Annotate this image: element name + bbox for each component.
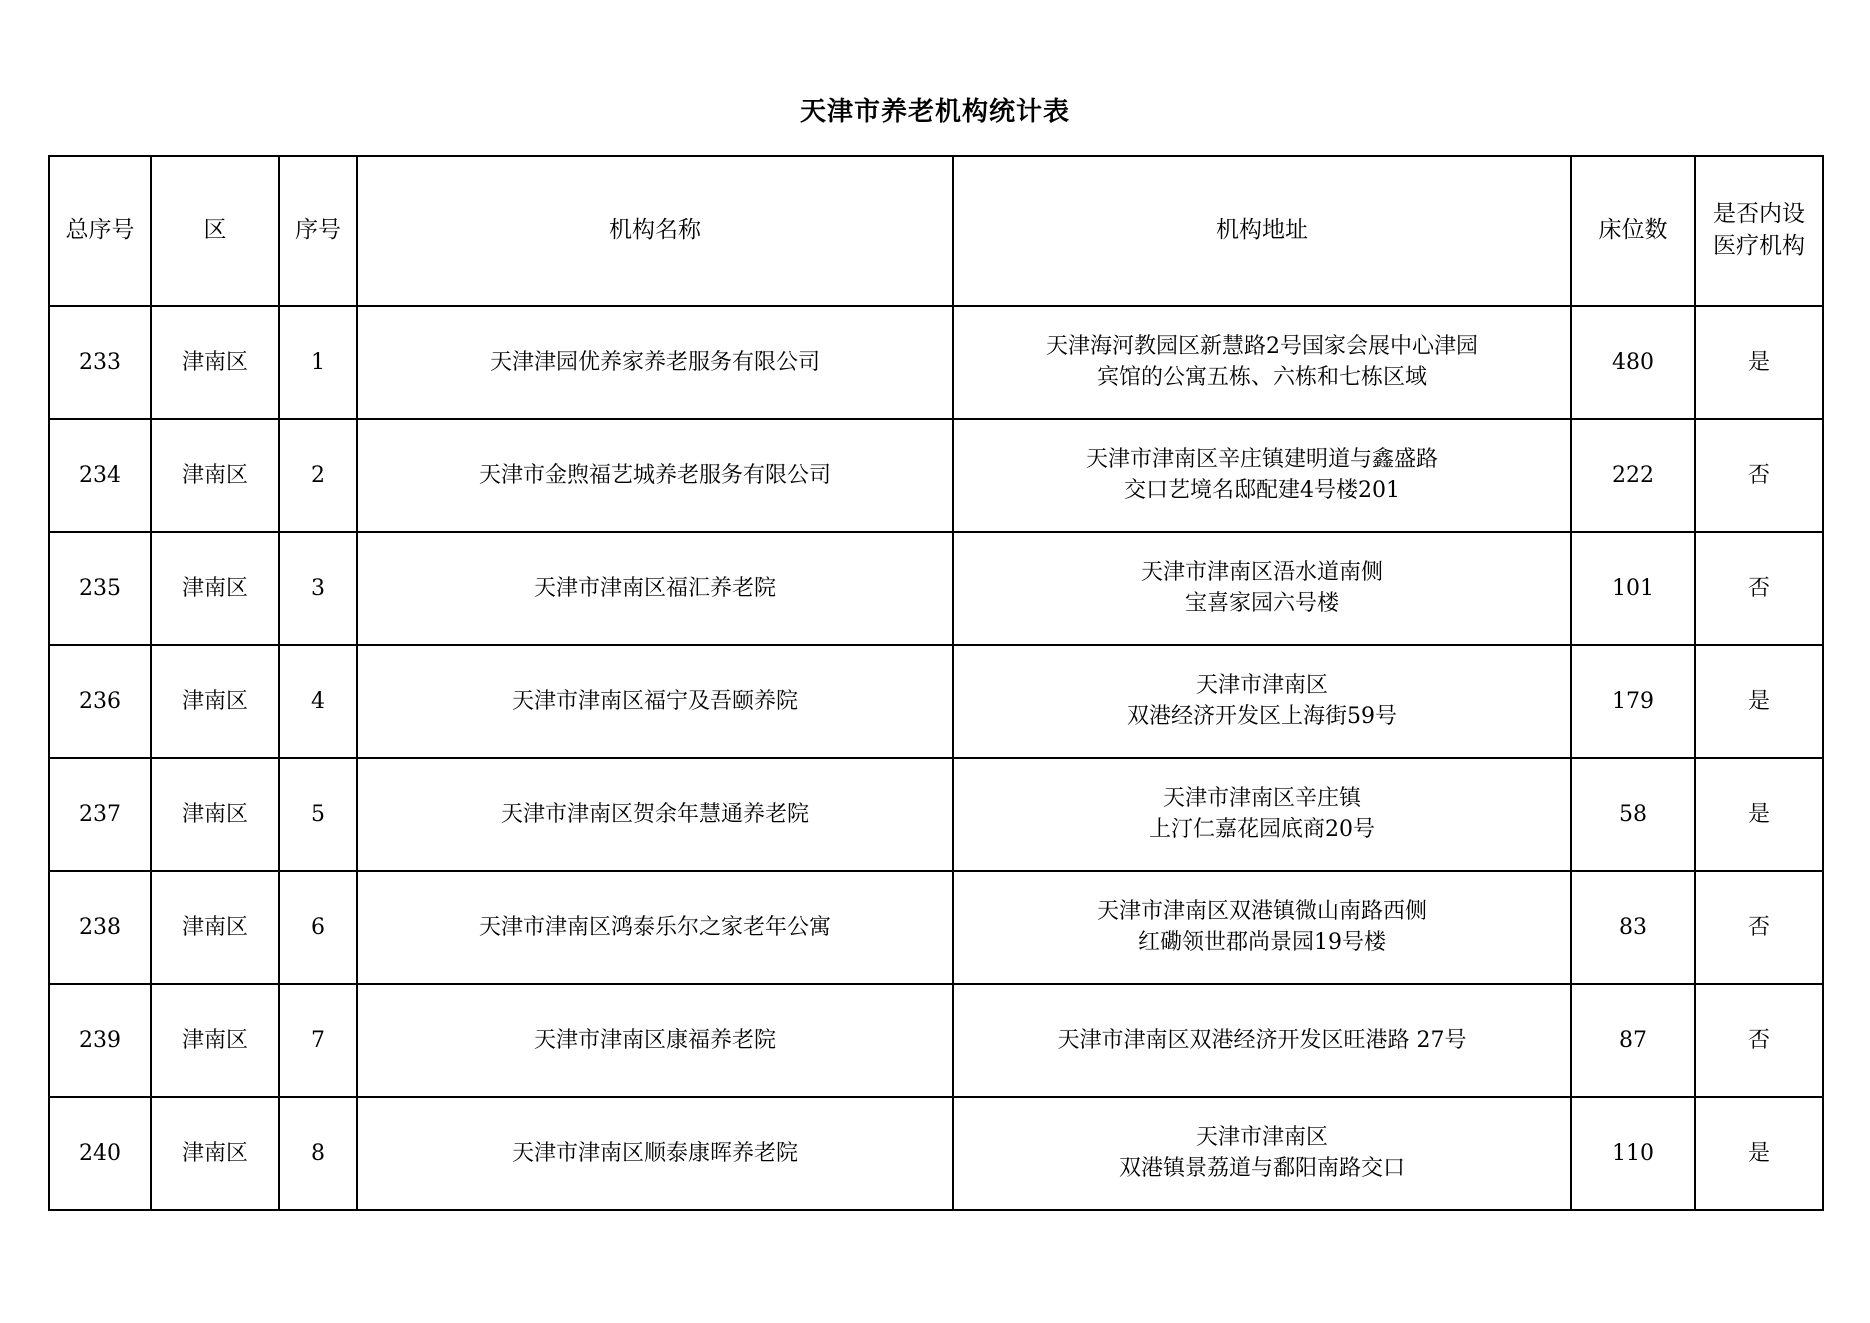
cell-beds: 58 (1571, 758, 1695, 871)
cell-total-seq: 233 (49, 306, 151, 419)
elderly-care-institutions-table (48, 155, 1824, 1211)
cell-org-address (953, 645, 1571, 758)
cell-has-medical: 是 (1695, 1097, 1823, 1210)
cell-org-name: 天津市津南区鸿泰乐尔之家老年公寓 (357, 871, 953, 984)
cell-district: 津南区 (151, 871, 279, 984)
column-header-beds: 床位数 (1571, 156, 1695, 306)
cell-org-name: 天津市津南区康福养老院 (357, 984, 953, 1097)
address-line: 宾馆的公寓五栋、六栋和七栋区域 (1096, 364, 1427, 390)
address-line: 宝喜家园六号楼 (1184, 590, 1339, 616)
cell-org-name: 天津市金煦福艺城养老服务有限公司 (357, 419, 953, 532)
cell-beds: 83 (1571, 871, 1695, 984)
address-line: 天津海河教园区新慧路2号国家会展中心津园 (1046, 334, 1478, 360)
cell-org-name: 天津市津南区贺余年慧通养老院 (357, 758, 953, 871)
cell-beds: 222 (1571, 419, 1695, 532)
cell-beds: 87 (1571, 984, 1695, 1097)
table-body (49, 306, 1823, 1210)
cell-seq: 2 (279, 419, 357, 532)
table-row (49, 532, 1823, 645)
cell-total-seq: 238 (49, 871, 151, 984)
cell-district: 津南区 (151, 306, 279, 419)
cell-seq: 4 (279, 645, 357, 758)
address-line: 天津市津南区双港经济开发区旺港路 27号 (1057, 1027, 1467, 1053)
cell-beds: 101 (1571, 532, 1695, 645)
cell-org-address (953, 758, 1571, 871)
cell-org-address (953, 306, 1571, 419)
page-title: 天津市养老机构统计表 (799, 97, 1070, 127)
cell-has-medical: 否 (1695, 532, 1823, 645)
cell-beds: 179 (1571, 645, 1695, 758)
address-line: 天津市津南区辛庄镇建明道与鑫盛路 (1085, 447, 1438, 473)
cell-total-seq: 239 (49, 984, 151, 1097)
address-line: 天津市津南区浯水道南侧 (1140, 560, 1383, 586)
cell-has-medical: 是 (1695, 645, 1823, 758)
address-line: 天津市津南区辛庄镇 (1162, 786, 1361, 812)
column-header-district: 区 (151, 156, 279, 306)
cell-has-medical: 是 (1695, 758, 1823, 871)
column-header-org-name: 机构名称 (357, 156, 953, 306)
column-header-has-medical: 是否内设医疗机构 (1695, 156, 1823, 306)
address-line: 红磡领世郡尚景园19号楼 (1138, 929, 1386, 955)
cell-district: 津南区 (151, 532, 279, 645)
table-container (0, 155, 1870, 1211)
cell-org-name: 天津市津南区福宁及吾颐养院 (357, 645, 953, 758)
cell-org-address (953, 871, 1571, 984)
cell-seq: 6 (279, 871, 357, 984)
cell-org-address (953, 532, 1571, 645)
column-header-seq: 序号 (279, 156, 357, 306)
cell-org-address (953, 419, 1571, 532)
column-header-total-seq: 总序号 (49, 156, 151, 306)
address-line: 天津市津南区双港镇微山南路西侧 (1096, 899, 1427, 925)
table-row (49, 758, 1823, 871)
cell-org-address (953, 984, 1571, 1097)
table-row (49, 306, 1823, 419)
cell-total-seq: 237 (49, 758, 151, 871)
cell-seq: 5 (279, 758, 357, 871)
cell-total-seq: 234 (49, 419, 151, 532)
table-row (49, 1097, 1823, 1210)
cell-total-seq: 235 (49, 532, 151, 645)
address-line: 天津市津南区 (1195, 1125, 1328, 1151)
cell-district: 津南区 (151, 758, 279, 871)
cell-seq: 3 (279, 532, 357, 645)
cell-org-name: 天津津园优养家养老服务有限公司 (357, 306, 953, 419)
table-row (49, 984, 1823, 1097)
cell-has-medical: 否 (1695, 871, 1823, 984)
address-line: 上汀仁嘉花园底商20号 (1149, 816, 1375, 842)
table-row (49, 871, 1823, 984)
cell-org-name: 天津市津南区福汇养老院 (357, 532, 953, 645)
cell-beds: 480 (1571, 306, 1695, 419)
cell-beds: 110 (1571, 1097, 1695, 1210)
cell-org-address (953, 1097, 1571, 1210)
table-row (49, 645, 1823, 758)
cell-seq: 8 (279, 1097, 357, 1210)
address-line: 双港镇景荔道与鄱阳南路交口 (1118, 1155, 1405, 1181)
address-line: 天津市津南区 (1195, 673, 1328, 699)
cell-total-seq: 236 (49, 645, 151, 758)
cell-total-seq: 240 (49, 1097, 151, 1210)
cell-org-name: 天津市津南区顺泰康晖养老院 (357, 1097, 953, 1210)
cell-district: 津南区 (151, 1097, 279, 1210)
column-header-org-address: 机构地址 (953, 156, 1571, 306)
cell-district: 津南区 (151, 645, 279, 758)
cell-has-medical: 是 (1695, 306, 1823, 419)
cell-district: 津南区 (151, 419, 279, 532)
address-line: 交口艺境名邸配建4号楼201 (1124, 477, 1400, 503)
cell-district: 津南区 (151, 984, 279, 1097)
address-line: 双港经济开发区上海街59号 (1127, 703, 1397, 729)
cell-has-medical: 否 (1695, 419, 1823, 532)
table-row (49, 419, 1823, 532)
cell-seq: 7 (279, 984, 357, 1097)
cell-seq: 1 (279, 306, 357, 419)
cell-has-medical: 否 (1695, 984, 1823, 1097)
table-header-row (49, 156, 1823, 306)
table-header (49, 156, 1823, 306)
